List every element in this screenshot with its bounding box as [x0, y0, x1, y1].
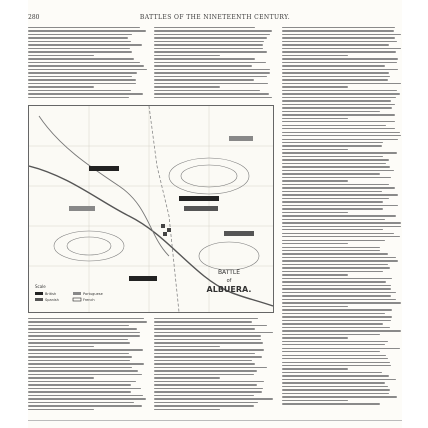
text-line: [282, 240, 385, 241]
text-column-bottom-middle: [154, 318, 274, 410]
text-line: [282, 191, 382, 192]
text-line: [28, 65, 144, 66]
legend-entry-portuguese: Portuguese: [83, 292, 103, 296]
legend-title: Scale: [35, 284, 46, 289]
legend-swatch-french: [73, 298, 81, 301]
text-line: [282, 243, 348, 244]
text-line: [282, 104, 395, 105]
text-line: [28, 349, 143, 350]
text-line: [154, 374, 254, 375]
text-line: [154, 41, 264, 42]
text-line: [282, 334, 380, 335]
legend-entry-british: British: [45, 292, 57, 296]
text-line: [282, 135, 401, 136]
text-line: [282, 368, 348, 369]
text-line: [154, 332, 273, 333]
text-line: [282, 344, 385, 345]
text-line: [28, 388, 141, 389]
text-line: [282, 37, 395, 38]
text-line: [282, 198, 389, 199]
text-line: [28, 356, 132, 357]
text-line: [282, 362, 390, 363]
text-line: [282, 396, 397, 397]
text-line: [282, 156, 383, 157]
text-line: [282, 142, 383, 143]
text-line: [282, 212, 348, 213]
page-number: 280: [28, 14, 40, 21]
text-line: [282, 247, 380, 248]
text-line: [154, 339, 261, 340]
map-name: ALBUERA.: [206, 285, 252, 294]
text-line: [28, 41, 131, 42]
text-line: [154, 65, 252, 66]
text-line: [28, 90, 131, 91]
text-line: [28, 318, 144, 319]
text-line: [282, 323, 383, 324]
text-line: [282, 233, 394, 234]
text-line: [282, 166, 390, 167]
text-line: [28, 51, 132, 52]
text-line: [282, 281, 386, 282]
map-legend: [35, 284, 103, 302]
text-line: [154, 370, 257, 371]
text-line: [154, 72, 270, 73]
text-line: [282, 229, 383, 230]
text-line: [154, 398, 273, 399]
text-line: [28, 58, 134, 59]
text-line: [282, 159, 389, 160]
text-column-right: [282, 27, 402, 405]
text-line: [154, 377, 220, 378]
text-line: [282, 173, 380, 174]
legend-swatch-british: [35, 292, 43, 295]
text-line: [282, 55, 348, 56]
text-line: [282, 100, 391, 101]
legend-swatch-spanish: [35, 298, 43, 301]
text-line: [28, 37, 128, 38]
text-line: [28, 402, 134, 403]
text-line: [28, 374, 142, 375]
text-line: [154, 328, 255, 329]
text-line: [154, 356, 262, 357]
text-line: [154, 30, 272, 31]
text-line: [154, 381, 264, 382]
text-line: [154, 51, 267, 52]
text-line: [154, 342, 263, 343]
text-line: [282, 201, 383, 202]
text-line: [28, 97, 129, 98]
text-line: [154, 353, 255, 354]
text-line: [282, 274, 348, 275]
battle-map: [28, 105, 274, 313]
text-line: [28, 377, 94, 378]
text-line: [28, 367, 132, 368]
legend-swatch-portuguese: [73, 292, 81, 295]
text-line: [28, 34, 132, 35]
text-line: [154, 37, 267, 38]
text-line: [28, 339, 128, 340]
text-line: [282, 114, 395, 115]
text-line: [282, 65, 385, 66]
text-line: [28, 44, 142, 45]
text-line: [282, 302, 401, 303]
legend-entry-spanish: Spanish: [45, 298, 59, 302]
text-line: [282, 132, 400, 133]
text-line: [282, 83, 401, 84]
text-line: [28, 27, 140, 28]
text-line: [154, 76, 267, 77]
text-line: [282, 118, 348, 119]
text-line: [28, 353, 129, 354]
text-line: [28, 83, 136, 84]
text-line: [28, 391, 131, 392]
text-line: [282, 76, 390, 77]
text-line: [282, 355, 386, 356]
text-line: [154, 55, 220, 56]
text-line: [282, 205, 398, 206]
text-line: [282, 393, 389, 394]
text-line: [282, 194, 398, 195]
text-line: [282, 152, 397, 153]
text-line: [282, 41, 397, 42]
text-line: [282, 250, 380, 251]
text-line: [28, 72, 137, 73]
text-line: [154, 391, 262, 392]
text-line: [282, 226, 401, 227]
text-line: [154, 93, 269, 94]
text-column-bottom-left: [28, 318, 148, 410]
text-line: [28, 360, 130, 361]
text-line: [154, 86, 220, 87]
text-line: [282, 219, 385, 220]
text-line: [28, 93, 143, 94]
text-line: [282, 351, 380, 352]
text-line: [154, 395, 254, 396]
text-line: [282, 44, 389, 45]
text-column-top-left: [28, 27, 148, 98]
text-line: [28, 55, 94, 56]
text-line: [282, 341, 388, 342]
text-line: [282, 267, 390, 268]
text-line: [282, 215, 396, 216]
text-line: [282, 365, 391, 366]
text-line: [282, 288, 391, 289]
text-line: [28, 405, 142, 406]
text-line: [282, 299, 396, 300]
text-line: [154, 321, 252, 322]
text-line: [282, 79, 388, 80]
text-line: [282, 27, 395, 28]
text-line: [282, 389, 390, 390]
text-line: [28, 62, 140, 63]
text-line: [282, 358, 388, 359]
text-line: [282, 86, 348, 87]
text-line: [282, 184, 389, 185]
text-line: [282, 107, 392, 108]
text-line: [154, 388, 263, 389]
running-head: BATTLES OF THE NINETEENTH CENTURY.: [139, 14, 291, 21]
text-line: [282, 125, 386, 126]
text-line: [154, 384, 257, 385]
text-line: [28, 86, 94, 87]
text-line: [28, 332, 140, 333]
text-line: [28, 370, 138, 371]
text-line: [282, 400, 348, 401]
text-line: [282, 337, 348, 338]
text-line: [282, 145, 382, 146]
battle-map-drawing: [29, 106, 273, 312]
text-line: [282, 253, 388, 254]
text-line: [282, 320, 391, 321]
text-line: [28, 79, 136, 80]
text-line: [28, 321, 147, 322]
text-line: [282, 271, 383, 272]
text-line: [154, 69, 270, 70]
text-line: [282, 187, 395, 188]
text-line: [154, 402, 258, 403]
text-line: [282, 386, 388, 387]
troop-positions: [69, 136, 254, 281]
text-line: [282, 313, 385, 314]
text-line: [28, 342, 130, 343]
text-line: [282, 306, 348, 307]
text-line: [154, 363, 255, 364]
text-line: [28, 381, 136, 382]
text-line: [154, 44, 263, 45]
text-line: [282, 177, 391, 178]
text-line: [154, 90, 260, 91]
text-line: [154, 346, 220, 347]
legend-entry-french: French: [83, 298, 95, 302]
text-line: [154, 318, 258, 319]
text-line: [282, 48, 401, 49]
text-column-top-middle: [154, 27, 274, 98]
text-line: [28, 48, 130, 49]
book-page: [28, 0, 402, 428]
text-line: [282, 139, 398, 140]
map-title: BATTLE: [217, 269, 241, 276]
text-line: [282, 375, 389, 376]
text-line: [282, 128, 395, 129]
text-line: [154, 325, 267, 326]
text-line: [282, 30, 394, 31]
road-line: [149, 106, 179, 312]
text-line: [28, 328, 137, 329]
text-line: [282, 327, 390, 328]
text-line: [154, 360, 252, 361]
text-line: [282, 316, 392, 317]
text-line: [282, 309, 392, 310]
text-line: [282, 257, 396, 258]
text-line: [282, 278, 392, 279]
text-line: [282, 62, 397, 63]
text-line: [282, 58, 398, 59]
text-line: [282, 382, 385, 383]
text-line: [28, 409, 94, 410]
map-subtitle: of: [226, 278, 232, 284]
text-line: [282, 163, 386, 164]
page-header: [28, 14, 402, 24]
text-line: [154, 62, 266, 63]
text-line: [282, 379, 396, 380]
text-line: [28, 363, 144, 364]
text-line: [282, 170, 394, 171]
text-line: [28, 69, 147, 70]
text-line: [154, 349, 264, 350]
text-line: [154, 48, 263, 49]
text-line: [282, 111, 380, 112]
text-line: [282, 51, 396, 52]
text-line: [154, 79, 254, 80]
text-line: [282, 180, 348, 181]
text-line: [282, 34, 401, 35]
text-line: [154, 58, 255, 59]
text-line: [282, 90, 397, 91]
text-line: [28, 325, 129, 326]
text-line: [282, 292, 396, 293]
text-line: [154, 97, 272, 98]
text-line: [28, 30, 146, 31]
text-line: [28, 395, 143, 396]
text-line: [154, 34, 270, 35]
text-line: [282, 403, 380, 404]
text-line: [282, 121, 395, 122]
text-line: [28, 384, 131, 385]
text-line: [28, 346, 94, 347]
text-line: [282, 69, 398, 70]
text-line: [154, 409, 220, 410]
page-bottom-rule: [28, 420, 402, 421]
text-line: [282, 149, 348, 150]
text-line: [154, 83, 268, 84]
text-line: [282, 264, 388, 265]
text-line: [282, 97, 396, 98]
text-line: [282, 93, 400, 94]
hill-contours: [54, 158, 259, 270]
text-line: [282, 260, 398, 261]
text-line: [282, 72, 389, 73]
text-line: [154, 335, 261, 336]
text-line: [282, 372, 382, 373]
text-line: [282, 330, 401, 331]
text-line: [282, 236, 400, 237]
text-line: [282, 295, 391, 296]
text-line: [154, 27, 255, 28]
text-line: [282, 222, 401, 223]
text-line: [28, 335, 140, 336]
text-line: [154, 405, 254, 406]
text-line: [28, 398, 146, 399]
text-line: [282, 348, 400, 349]
text-line: [282, 285, 391, 286]
text-line: [282, 208, 383, 209]
text-line: [28, 76, 132, 77]
text-line: [154, 367, 267, 368]
